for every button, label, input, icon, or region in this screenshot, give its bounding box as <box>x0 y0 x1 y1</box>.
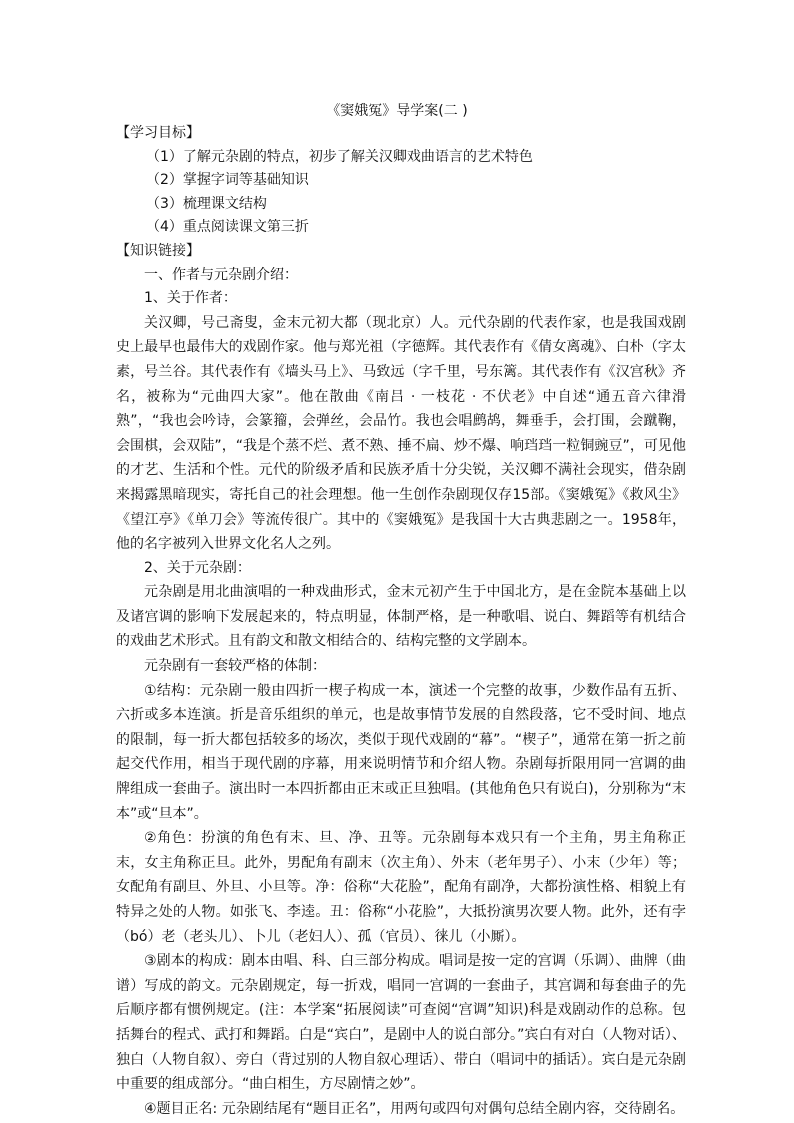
objectives-heading: 【学习目标】 <box>116 125 200 141</box>
composition-paragraph: ③剧本的构成：剧本由唱、科、白三部分构成。唱词是按一定的宫调（乐调）、曲牌（曲谱）写成的韵文。元杂剧规定，每一折戏，唱同一宫调的一套曲子，其宫调和每套曲子的先后顺序都有惯例规定。(注：本学案“拓展阅读”可查阅“宫调”知识)科是戏剧动作的总称。包括舞台的程式、武打和舞蹈。白是“宾白”，是剧中人的说白部分。”宾白有对白（人物对话）、独白（人物自叙）、旁白（背过别的人物自叙心理话）、带白（唱词中的插话）。宾白是元杂剧中重要的组成部分。“曲白相生，方尽剧情之妙”。 <box>116 953 686 1093</box>
zaju-heading: 2、关于元杂剧： <box>144 559 251 576</box>
author-paragraph: 关汉卿，号己斋叟，金末元初大都（现北京）人。元代杂剧的代表作家，也是我国戏剧史上最早也最伟大的戏剧作家。他与郑光祖（字德辉。其代表作有《倩女离魂》、白朴（字太素，号兰谷。其代表作有《墙头马上》、马致远（字千里，号东篱。其代表作有《汉宫秋》齐名，被称为“元曲四大家”。他在散曲《南吕 · 一枝花 · 不伏老》中自述“通五音六律滑熟”，“我也会吟诗，会篆籀，会弹丝，会品竹。我也会唱鹧鸪，舞垂手，会打围，会蹴鞠，会围棋，会双陆”，“我是个蒸不烂、煮不熟、捶不扁、炒不爆、响珰珰一粒铜豌豆”，可见他的才艺、生活和个性。元代的阶级矛盾和民族矛盾十分尖锐，关汉卿不满社会现实，借杂剧来揭露黑暗现实，寄托自己的社会理想。他一生创作杂剧现仅存15部。《窦娥冤》《救风尘》《望江亭》《单刀会》等流传很广。其中的《窦娥冤》是我国十大古典悲剧之一。1958年，他的名字被列入世界文化名人之列。 <box>116 314 686 553</box>
knowledge-heading: 【知识链接】 <box>116 242 200 259</box>
zaju-system-intro: 元杂剧有一套较严格的体制： <box>144 658 326 675</box>
document-body <box>116 122 686 1121</box>
zaju-paragraph: 元杂剧是用北曲演唱的一种戏曲形式，金末元初产生于中国北方，是在金院本基础上以及诸宫调的影响下发展起来的，特点明显，体制严格，是一种歌唱、说白、舞蹈等有机结合的戏曲艺术形式。且有韵文和散文相结合的、结构完整的文学剧本。 <box>116 584 686 650</box>
objective-item: （2）掌握字词等基础知识 <box>146 172 309 189</box>
part-one-heading: 一、作者与元杂剧介绍： <box>144 266 298 283</box>
roles-paragraph: ②角色：扮演的角色有末、旦、净、丑等。元杂剧每本戏只有一个主角，男主角称正末，女主角称正旦。此外，男配角有副末（次主角）、外末（老年男子）、小末（少年）等；女配角有副旦、外旦、小旦等。净：俗称“大花脸”，配角有副净，大都扮演性格、相貌上有特异之处的人物。如张飞、李逵。丑：俗称“小花脸”，大抵扮演男次要人物。此外，还有孛（bó）老（老头儿）、卜儿（老妇人）、孤（官员）、徕儿（小厮）。 <box>116 830 686 945</box>
author-heading: 1、关于作者： <box>144 290 237 307</box>
objective-item: （4）重点阅读课文第三折 <box>146 219 309 236</box>
title-section-paragraph: ④题目正名: 元杂剧结尾有“题目正名”，用两句或四句对偶句总结全剧内容，交待剧名。 <box>144 1100 685 1117</box>
objective-item: （3）梳理课文结构 <box>146 195 267 212</box>
structure-paragraph: ①结构：元杂剧一般由四折一楔子构成一本，演述一个完整的故事，少数作品有五折、六折或多本连演。折是音乐组织的单元，也是故事情节发展的自然段落，它不受时间、地点的限制，每一折大都包括较多的场次，类似于现代戏剧的“幕”。“楔子”，通常在第一折之前起交代作用，相当于现代剧的序幕，用来说明情节和介绍人物。杂剧每折限用同一宫调的曲牌组成一套曲子。演出时一本四折都由正末或正旦独唱。(其他角色只有说白)，分别称为“末本”或“旦本”。 <box>116 682 686 822</box>
objective-item: （1）了解元杂剧的特点，初步了解关汉卿戏曲语言的艺术特色 <box>146 148 533 165</box>
document-title: 《窦娥冤》导学案(二 ) <box>326 103 468 119</box>
